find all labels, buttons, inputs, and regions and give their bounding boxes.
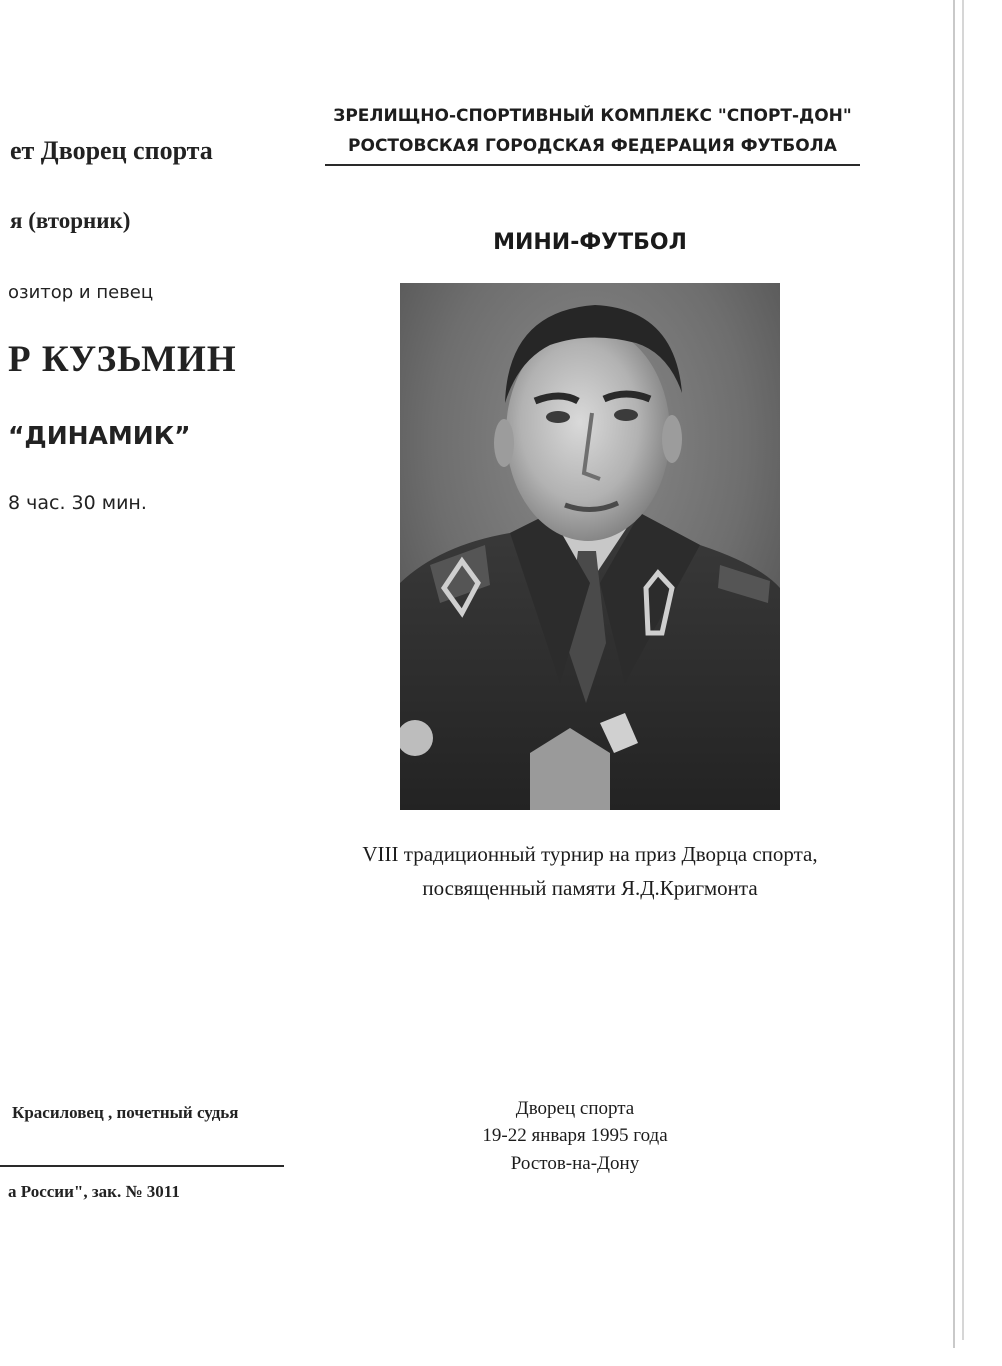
back-page-role-line: озитор и певец	[8, 282, 154, 303]
event-city: Ростов-на-Дону	[510, 1153, 640, 1174]
page-stack-edge	[962, 0, 964, 1340]
back-page-group-name: “ДИНАМИК”	[8, 421, 191, 450]
back-page-divider	[0, 1165, 284, 1167]
back-page-referee-line: Красиловец , почетный судья	[12, 1103, 239, 1122]
back-page-venue-line: ет Дворец спорта	[10, 136, 213, 165]
back-page-performer-name: Р КУЗЬМИН	[8, 339, 237, 380]
back-page-time-line: 8 час. 30 мин.	[8, 492, 147, 514]
tournament-caption-line-1: VIII традиционный турнир на приз Дворца спорта,	[362, 842, 818, 866]
event-dates: 19-22 января 1995 года	[482, 1125, 668, 1146]
page-stack-edge	[953, 0, 955, 1348]
back-page-day-line: я (вторник)	[10, 208, 131, 233]
tournament-caption-line-2: посвященный памяти Я.Д.Кригмонта	[422, 876, 758, 900]
venue-name: Дворец спорта	[515, 1098, 635, 1119]
header-rule	[325, 164, 860, 166]
back-page-print-info: а России", зак. № 3011	[8, 1182, 180, 1201]
portrait-photo	[400, 283, 780, 810]
organizer-line-1: ЗРЕЛИЩНО-СПОРТИВНЫЙ КОМПЛЕКС "СПОРТ-ДОН"	[333, 106, 852, 126]
organizer-line-2: РОСТОВСКАЯ ГОРОДСКАЯ ФЕДЕРАЦИЯ ФУТБОЛА	[348, 136, 837, 156]
page-title: МИНИ-ФУТБОЛ	[493, 230, 687, 255]
